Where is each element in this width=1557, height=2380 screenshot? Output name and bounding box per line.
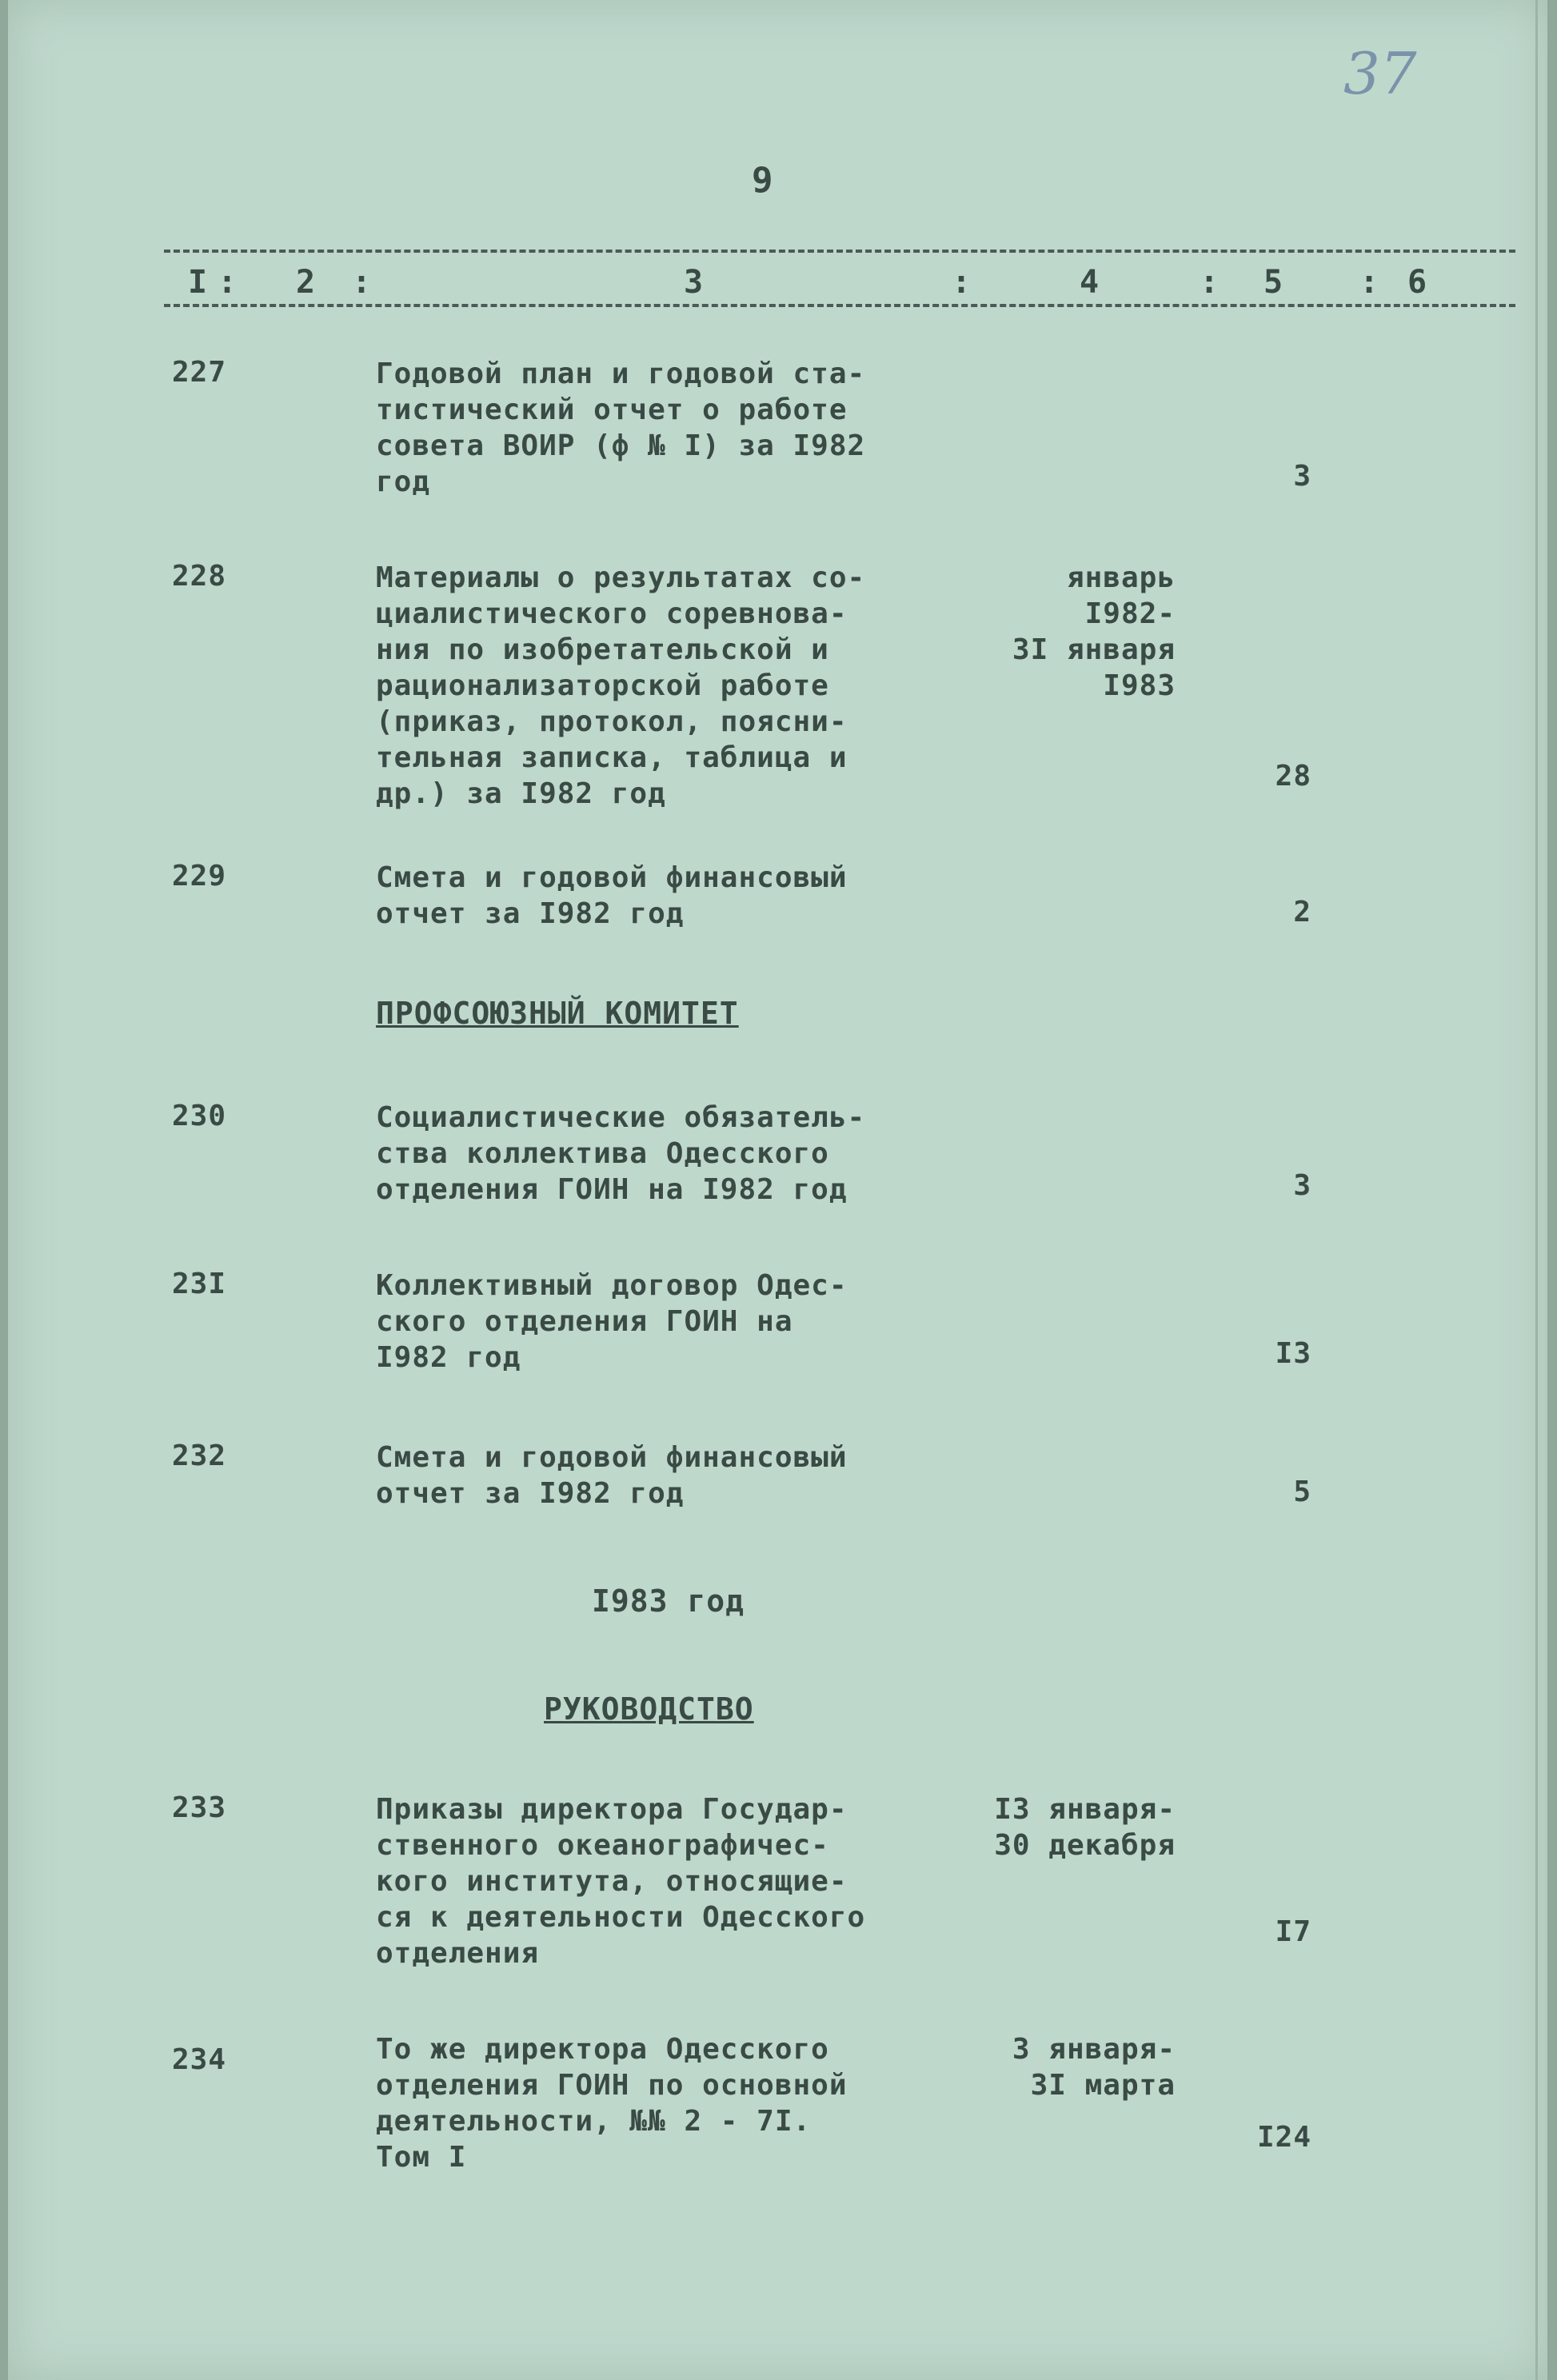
column-sep: :: [352, 264, 373, 301]
row-description: Приказы директора Государ- ственного океанографичес- кого института, относящие- ся к деятельности Одесского отделения: [376, 1793, 866, 1970]
row-number: 233: [172, 1791, 227, 1824]
row-sheet-count: 3: [1293, 1169, 1311, 1202]
row-date-range: 3 января- 3I марта: [1012, 2033, 1176, 2102]
row-sheet-count: 2: [1293, 896, 1311, 928]
section-heading-management: РУКОВОДСТВО: [544, 1691, 754, 1727]
row-description: Смета и годовой финансовый отчет за I982 год: [376, 1441, 848, 1510]
row-number: 228: [172, 560, 227, 593]
row-sheet-count: 3: [1293, 460, 1311, 493]
header-top-rule: [164, 250, 1515, 253]
section-heading-profcom: ПРОФСОЮЗНЫЙ КОМИТЕТ: [376, 996, 739, 1031]
column-header-2: 2: [296, 264, 317, 301]
row-number: 232: [172, 1440, 227, 1472]
row-number: 23I: [172, 1268, 227, 1300]
column-sep: :: [1200, 264, 1220, 301]
year-heading: I983 год: [592, 1583, 745, 1619]
column-sep: :: [1359, 264, 1380, 301]
row-number: 227: [172, 356, 227, 389]
row-number: 234: [172, 2043, 227, 2076]
column-header-6: 6: [1407, 264, 1428, 301]
row-sheet-count: 5: [1293, 1476, 1311, 1508]
column-header-4: 4: [1080, 264, 1100, 301]
column-header-1: I: [188, 264, 209, 301]
column-header-5: 5: [1264, 264, 1284, 301]
row-number: 230: [172, 1100, 227, 1132]
row-sheet-count: I7: [1275, 1915, 1311, 1948]
page-edge: [1535, 0, 1538, 2380]
row-date-range: январь I982- 3I января I983: [1012, 561, 1176, 702]
column-sep: :: [952, 264, 972, 301]
row-number: 229: [172, 860, 227, 892]
row-sheet-count: I24: [1256, 2121, 1311, 2154]
handwritten-folio-number: 37: [1343, 40, 1417, 107]
header-bottom-rule: [164, 304, 1515, 307]
page-number: 9: [752, 160, 774, 201]
document-page: [8, 0, 1547, 2380]
row-description: Коллективный договор Одес- ского отделения ГОИН на I982 год: [376, 1269, 848, 1374]
column-header-3: 3: [684, 264, 705, 301]
row-sheet-count: 28: [1275, 760, 1311, 793]
row-sheet-count: I3: [1275, 1337, 1311, 1370]
row-description: Материалы о результатах со- циалистического соревнова- ния по изобретательской и рационализаторской работе (приказ, протокол, поясни- тельная записка, таблица и др.) за I982 год: [376, 561, 866, 810]
row-description: Годовой план и годовой ста- тистический отчет о работе совета ВОИР (ф № I) за I982 год: [376, 357, 866, 498]
column-sep: :: [218, 264, 238, 301]
row-description: То же директора Одесского отделения ГОИН по основной деятельности, №№ 2 - 7I. Том I: [376, 2033, 848, 2174]
row-description: Социалистические обязатель- ства коллектива Одесского отделения ГОИН на I982 год: [376, 1101, 866, 1206]
row-description: Смета и годовой финансовый отчет за I982 год: [376, 861, 848, 930]
row-date-range: I3 января- 30 декабря: [994, 1793, 1176, 1862]
